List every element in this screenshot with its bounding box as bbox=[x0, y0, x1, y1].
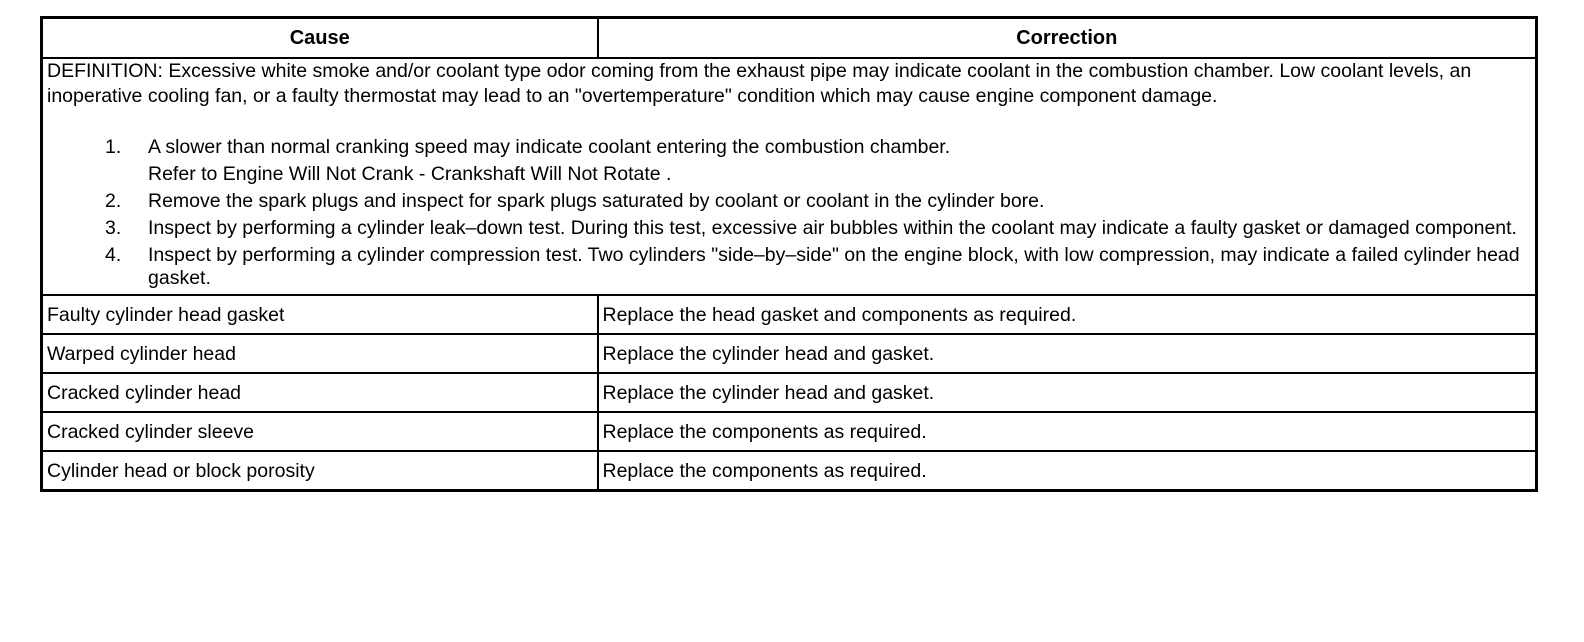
step-text: Inspect by performing a cylinder leak–down test. During this test, excessive air bubbles within the coolant may indicate a faulty gasket or damaged component. bbox=[148, 216, 1517, 239]
diagnostic-step bbox=[47, 217, 1531, 241]
step-text: Inspect by performing a cylinder compression test. Two cylinders "side–by–side" on the engine block, with low compression, may indicate a failed cylinder head gasket. bbox=[148, 243, 1520, 290]
table-row bbox=[42, 412, 1537, 451]
correction-cell: Replace the cylinder head and gasket. bbox=[598, 334, 1537, 373]
step-number: 3. bbox=[105, 216, 122, 239]
cause-cell: Cylinder head or block porosity bbox=[42, 451, 598, 491]
correction-cell: Replace the components as required. bbox=[598, 412, 1537, 451]
diagnosis-table-wrapper bbox=[40, 16, 1538, 492]
table-row bbox=[42, 334, 1537, 373]
cause-cell: Cracked cylinder head bbox=[42, 373, 598, 412]
cause-cell: Cracked cylinder sleeve bbox=[42, 412, 598, 451]
step-reference-note: Refer to Engine Will Not Crank - Crankshaft Will Not Rotate . bbox=[148, 163, 672, 186]
table-row bbox=[42, 451, 1537, 491]
header-correction: Correction bbox=[598, 18, 1537, 59]
definition-text: DEFINITION: Excessive white smoke and/or coolant type odor coming from the exhaust pipe may indicate coolant in the combustion chamber. Low coolant levels, an inoperative cooling fan, or a faulty thermostat may lead to an "overtemperature" condition which may cause engine component damage. bbox=[47, 60, 1472, 107]
header-cause: Cause bbox=[42, 18, 598, 59]
correction-cell: Replace the head gasket and components as required. bbox=[598, 295, 1537, 334]
step-text: A slower than normal cranking speed may indicate coolant entering the combustion chamber. bbox=[148, 135, 951, 158]
definition-cell bbox=[42, 58, 1537, 295]
cause-cell: Warped cylinder head bbox=[42, 334, 598, 373]
diagnostic-step bbox=[47, 136, 1531, 188]
correction-cell: Replace the cylinder head and gasket. bbox=[598, 373, 1537, 412]
diagnostic-step bbox=[47, 190, 1531, 214]
diagnosis-table bbox=[40, 16, 1538, 492]
step-number: 4. bbox=[105, 243, 122, 266]
step-text: Remove the spark plugs and inspect for spark plugs saturated by coolant or coolant in the cylinder bore. bbox=[148, 190, 1045, 213]
table-row bbox=[42, 295, 1537, 334]
diagnostic-steps-list bbox=[47, 136, 1531, 292]
definition-row bbox=[42, 58, 1537, 295]
diagnostic-step bbox=[47, 244, 1531, 292]
header-row bbox=[42, 18, 1537, 59]
table-row bbox=[42, 373, 1537, 412]
step-number: 2. bbox=[105, 190, 122, 213]
correction-cell: Replace the components as required. bbox=[598, 451, 1537, 491]
cause-cell: Faulty cylinder head gasket bbox=[42, 295, 598, 334]
step-number: 1. bbox=[105, 135, 122, 158]
